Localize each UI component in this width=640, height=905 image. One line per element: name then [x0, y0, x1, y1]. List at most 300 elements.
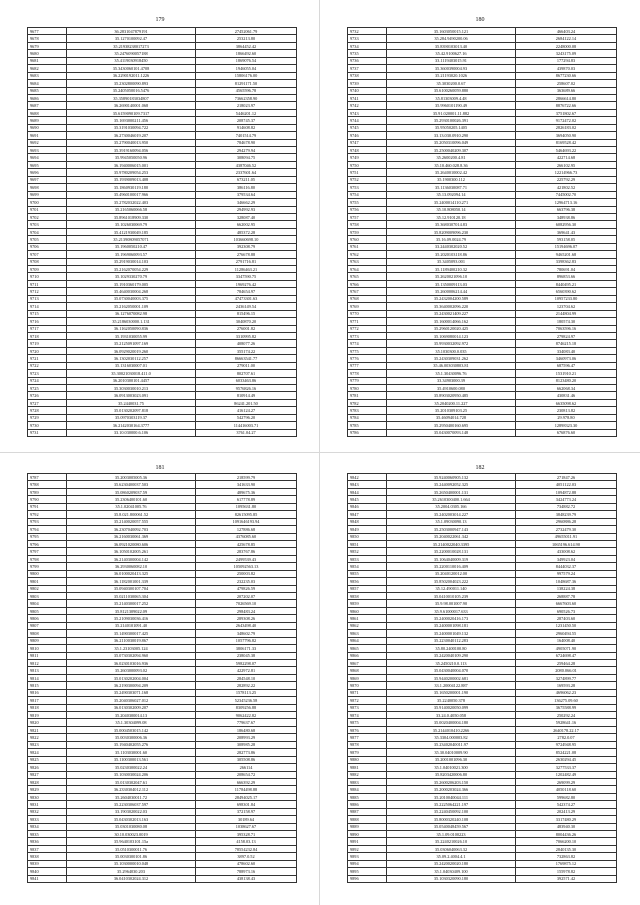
row-id-cell: 9725: [28, 385, 67, 392]
row-id-cell: 9841: [28, 875, 67, 882]
table-row: [348, 488, 617, 495]
row-id-cell: 9742: [348, 102, 387, 109]
row-id-cell: 9765: [348, 273, 387, 280]
row-id-cell: 9757: [348, 213, 387, 220]
row-id-cell: 9838: [28, 853, 67, 860]
table-row: [348, 853, 617, 860]
row-id-cell: 9681: [28, 57, 67, 64]
table-row: [28, 117, 297, 124]
row-id-cell: 9828: [28, 778, 67, 785]
amount-cell: 2960494.55: [516, 630, 617, 637]
amount-cell: 1578113.25: [196, 689, 297, 696]
table-row: [28, 199, 297, 206]
coordinate-cell: 36.2690140001.068: [67, 102, 196, 109]
table-row: [28, 273, 297, 280]
row-id-cell: 9688: [28, 109, 67, 116]
amount-cell: 1231450.50: [516, 622, 617, 629]
row-id-cell: 9729: [28, 414, 67, 421]
row-id-cell: 9786: [348, 429, 387, 436]
coordinate-cell: 35.81303009.4.48: [387, 94, 516, 101]
amount-cell: 489675.36: [196, 488, 297, 495]
amount-cell: 2080.066.01: [516, 667, 617, 674]
coordinate-cell: 35.8.021.800061.52: [67, 511, 196, 518]
row-id-cell: 9890: [348, 831, 387, 838]
table-row: [348, 823, 617, 830]
row-id-cell: 9868: [348, 667, 387, 674]
page-number: 181: [155, 465, 165, 471]
row-id-cell: 9761: [348, 243, 387, 250]
amount-cell: 788973.16: [196, 868, 297, 875]
table-row: [348, 667, 617, 674]
coordinate-cell: 30.10.030023.0019: [67, 831, 196, 838]
table-row: [348, 674, 617, 681]
coordinate-cell: 35.0230300022.24: [67, 764, 196, 771]
row-id-cell: 9708: [28, 258, 67, 265]
row-id-cell: 9888: [348, 816, 387, 823]
amount-cell: 676876.60: [516, 429, 617, 436]
row-id-cell: 9889: [348, 823, 387, 830]
amount-cell: 734882.72: [516, 503, 617, 510]
row-id-cell: 9885: [348, 793, 387, 800]
table-row: [28, 303, 297, 310]
coordinate-cell: 35.2930100026.391: [387, 117, 516, 124]
row-id-cell: 9712: [28, 288, 67, 295]
row-id-cell: 9804: [28, 600, 67, 607]
coordinate-cell: 36.2831047879191: [67, 28, 196, 35]
row-id-cell: 9697: [28, 176, 67, 183]
row-id-cell: 9818: [28, 704, 67, 711]
coordinate-cell: 35.0540048459.567: [387, 823, 516, 830]
row-id-cell: 9698: [28, 184, 67, 191]
row-id-cell: 9730: [28, 422, 67, 429]
table-row: [348, 392, 617, 399]
amount-cell: 6635098.62: [516, 399, 617, 406]
coordinate-cell: 35.2240450092.100: [387, 808, 516, 815]
coordinate-cell: 35.1270100092.47: [67, 35, 196, 42]
table-row: [28, 853, 297, 860]
table-row: [28, 87, 297, 94]
amount-cell: 49655011.91: [516, 533, 617, 540]
coordinate-cell: 35.1.04010021.300: [387, 764, 516, 771]
amount-cell: 28494025.17: [196, 793, 297, 800]
row-id-cell: 9738: [348, 72, 387, 79]
row-id-cell: 9848: [348, 518, 387, 525]
coordinate-cell: 36.0230103016.936: [67, 659, 196, 666]
coordinate-cell: 36.1940006015.001: [67, 161, 196, 168]
table-row: [28, 243, 297, 250]
row-id-cell: 9811: [28, 652, 67, 659]
amount-cell: 3675588.99: [516, 704, 617, 711]
amount-cell: 997579.24: [516, 570, 617, 577]
amount-cell: 6033463.86: [196, 377, 297, 384]
row-id-cell: 9733: [348, 35, 387, 42]
amount-cell: 346662.29: [196, 199, 297, 206]
amount-cell: 238045.38: [196, 652, 297, 659]
coordinate-cell: 35.12.910120.18: [387, 213, 516, 220]
coordinate-cell: 35.1026030069.79: [67, 221, 196, 228]
row-id-cell: 9783: [348, 407, 387, 414]
table-row: [28, 511, 297, 518]
coordinate-cell: 33.13.030.0910.290: [387, 132, 516, 139]
table-row: [28, 712, 297, 719]
amount-cell: 1091646193.94: [196, 518, 297, 525]
table-row: [348, 778, 617, 785]
table-row: [348, 295, 617, 302]
amount-cell: 422972.81: [196, 667, 297, 674]
amount-cell: 784654.97: [196, 288, 297, 295]
table-row: [28, 496, 297, 503]
coordinate-cell: 35.2440092052.325: [387, 481, 516, 488]
table-row: [28, 191, 297, 198]
row-id-cell: 9825: [28, 756, 67, 763]
amount-cell: 4376085.60: [196, 533, 297, 540]
row-id-cell: 9808: [28, 630, 67, 637]
table-row: [348, 251, 617, 258]
amount-cell: 2643498.40: [196, 622, 297, 629]
coordinate-cell: 35.9780209054.253: [67, 169, 196, 176]
table-row: [348, 868, 617, 875]
amount-cell: 283767.86: [196, 548, 297, 555]
table-row: [348, 481, 617, 488]
amount-cell: 9465201.68: [516, 251, 617, 258]
amount-cell: 3347590.75: [196, 273, 297, 280]
amount-cell: 266114: [196, 764, 297, 771]
table-row: [28, 697, 297, 704]
row-id-cell: 9726: [28, 392, 67, 399]
row-id-cell: 9693: [28, 147, 67, 154]
amount-cell: 439870.03: [516, 65, 617, 72]
row-id-cell: 9886: [348, 801, 387, 808]
table-row: [348, 816, 617, 823]
row-id-cell: 9720: [28, 347, 67, 354]
coordinate-cell: 35.12.490011.140: [387, 585, 516, 592]
row-id-cell: 9777: [348, 362, 387, 369]
coordinate-cell: 35.8502004023.222: [387, 578, 516, 585]
coordinate-cell: 35.2010309103.25: [387, 407, 516, 414]
coordinate-cell: 35.0510300011.76: [67, 845, 196, 852]
coordinate-cell: 35.8903020950.485: [387, 392, 516, 399]
row-id-cell: 9727: [28, 399, 67, 406]
row-id-cell: 9740: [348, 87, 387, 94]
amount-cell: 47473301.63: [196, 295, 297, 302]
coordinate-cell: 35.95050205.1405: [387, 124, 516, 131]
table-row: [28, 318, 297, 325]
table-row: [348, 355, 617, 362]
row-id-cell: 9690: [28, 124, 67, 131]
row-id-cell: 9853: [348, 555, 387, 562]
row-id-cell: 9700: [28, 199, 67, 206]
amount-cell: 12214966.73: [516, 169, 617, 176]
row-id-cell: 9823: [28, 741, 67, 748]
amount-cell: 2840135.30: [516, 845, 617, 852]
row-id-cell: 9835: [28, 831, 67, 838]
amount-cell: 9724948.95: [516, 741, 617, 748]
amount-cell: 2337601.64: [196, 169, 297, 176]
row-id-cell: 9794: [28, 526, 67, 533]
table-row: [28, 176, 297, 183]
coordinate-cell: 35.2225064221.197: [387, 801, 516, 808]
table-row: [28, 332, 297, 339]
coordinate-cell: 36.1182001001.339: [67, 578, 196, 585]
row-id-cell: 9845: [348, 496, 387, 503]
table-row: [28, 42, 297, 49]
row-id-cell: 9687: [28, 102, 67, 109]
coordinate-cell: 35.3600390004.93: [387, 65, 516, 72]
amount-cell: 4050118.60: [516, 786, 617, 793]
table-row: [28, 288, 297, 295]
coordinate-cell: 35.0430070093.148: [387, 429, 516, 436]
table-row: [28, 57, 297, 64]
amount-cell: 2640178.22.17: [516, 726, 617, 733]
amount-cell: 662068.34: [516, 385, 617, 392]
amount-cell: 4051122.03: [516, 481, 617, 488]
coordinate-cell: 35.0030300006.36: [67, 734, 196, 741]
table-row: [348, 637, 617, 644]
table-row: [348, 370, 617, 377]
amount-cell: 914608.82: [196, 124, 297, 131]
coordinate-cell: 35.2964030.203: [67, 868, 196, 875]
table-row: [348, 540, 617, 547]
coordinate-cell: 35.2430021409.227: [387, 310, 516, 317]
coordinate-cell: 35.9140020050.099: [387, 704, 516, 711]
row-id-cell: 9824: [28, 749, 67, 756]
coordinate-cell: 35.1600014066.162: [387, 318, 516, 325]
coordinate-cell: 36.0130302009.207: [67, 704, 196, 711]
row-id-cell: 9768: [348, 295, 387, 302]
table-row: [28, 213, 297, 220]
table-row: [348, 288, 617, 295]
ledger-table: [27, 27, 297, 437]
coordinate-cell: 35.2186030000.1.131: [67, 318, 196, 325]
page-number: 179: [155, 17, 165, 23]
amount-cell: 164008.40: [516, 637, 617, 644]
table-row: [28, 801, 297, 808]
row-id-cell: 9846: [348, 503, 387, 510]
row-id-cell: 9883: [348, 778, 387, 785]
table-row: [28, 816, 297, 823]
table-row: [28, 778, 297, 785]
coordinate-cell: 33.1119403015.91: [387, 57, 516, 64]
row-id-cell: 9862: [348, 622, 387, 629]
table-row: [348, 555, 617, 562]
amount-cell: 86663541.77: [196, 355, 297, 362]
amount-cell: 8677230.66: [516, 72, 617, 79]
table-row: [348, 838, 617, 845]
row-id-cell: 9833: [28, 816, 67, 823]
amount-cell: 208993.29: [196, 734, 297, 741]
table-row: [28, 615, 297, 622]
row-id-cell: 9790: [28, 496, 67, 503]
table-row: [348, 399, 617, 406]
coordinate-cell: 35.9.61000017.633: [387, 607, 516, 614]
table-row: [28, 630, 297, 637]
table-row: [348, 94, 617, 101]
amount-cell: 5928641.16: [516, 719, 617, 726]
table-row: [28, 593, 297, 600]
amount-cell: 279011.00: [196, 362, 297, 369]
row-id-cell: 9678: [28, 35, 67, 42]
table-row: [348, 318, 617, 325]
row-id-cell: 9867: [348, 659, 387, 666]
table-row: [28, 875, 297, 882]
amount-cell: 542374.27: [516, 801, 617, 808]
table-row: [348, 689, 617, 696]
row-id-cell: 9797: [28, 548, 67, 555]
amount-cell: 372158.97: [196, 808, 297, 815]
table-row: [348, 652, 617, 659]
table-row: [28, 184, 297, 191]
amount-cell: 328087.40: [196, 213, 297, 220]
amount-cell: 438138.43: [196, 875, 297, 882]
amount-cell: 379534.64: [196, 191, 297, 198]
coordinate-cell: 35.2302800090.893: [67, 80, 196, 87]
amount-cell: 690526.73: [516, 607, 617, 614]
row-id-cell: 9748: [348, 147, 387, 154]
coordinate-cell: 33.2440302020.52: [387, 243, 516, 250]
row-id-cell: 9762: [348, 251, 387, 258]
table-row: [28, 659, 297, 666]
amount-cell: 425678.85: [196, 540, 297, 547]
table-row: [28, 674, 297, 681]
amount-cell: 6724698.47: [516, 652, 617, 659]
row-id-cell: 9686: [28, 94, 67, 101]
coordinate-cell: 35.1490300017.425: [67, 630, 196, 637]
coordinate-cell: 36.2142030164.3777: [67, 422, 196, 429]
coordinate-cell: 36.1302030112.257: [67, 355, 196, 362]
table-row: [28, 236, 297, 243]
coordinate-cell: 36.0100020413.325: [67, 570, 196, 577]
amount-cell: 1057796.82: [196, 637, 297, 644]
row-id-cell: 9873: [348, 704, 387, 711]
amount-cell: 7026569.10: [196, 600, 297, 607]
table-row: [348, 124, 617, 131]
coordinate-cell: 36.0913003023.091: [67, 392, 196, 399]
coordinate-cell: 35.1.23103005.124: [67, 645, 196, 652]
amount-cell: 8004436.26: [516, 831, 617, 838]
amount-cell: 276678.88: [196, 251, 297, 258]
amount-cell: 416124.27: [196, 407, 297, 414]
table-row: [348, 548, 617, 555]
row-id-cell: 9874: [348, 712, 387, 719]
amount-cell: 369641.43: [516, 228, 617, 235]
coordinate-cell: 35.46.003030803.81: [387, 362, 516, 369]
coordinate-cell: 35.1103030001.60: [67, 749, 196, 756]
row-id-cell: 9763: [348, 258, 387, 265]
table-row: [28, 831, 297, 838]
amount-cell: 12898323.30: [516, 422, 617, 429]
coordinate-cell: 35.2476090057188: [67, 50, 196, 57]
amount-cell: 2782.0.07: [516, 734, 617, 741]
amount-cell: 138224.38: [516, 585, 617, 592]
table-row: [28, 756, 297, 763]
amount-cell: 30189.64: [196, 816, 297, 823]
row-id-cell: 9713: [28, 295, 67, 302]
row-id-cell: 9858: [348, 593, 387, 600]
row-id-cell: 9842: [348, 474, 387, 481]
coordinate-cell: 35.0860209037.59: [67, 488, 196, 495]
coordinate-cell: 35.2790040013.950: [67, 139, 196, 146]
table-row: [348, 801, 617, 808]
row-id-cell: 9815: [28, 682, 67, 689]
amount-cell: 86241.201.50: [196, 399, 297, 406]
table-row: [348, 385, 617, 392]
table-row: [28, 652, 297, 659]
coordinate-cell: 35.1.30304099.08: [67, 719, 196, 726]
amount-cell: 208654.72: [196, 771, 297, 778]
amount-cell: 3243175.09: [516, 50, 617, 57]
row-id-cell: 9682: [28, 65, 67, 72]
table-row: [348, 600, 617, 607]
table-row: [28, 808, 297, 815]
amount-cell: 282773.86: [196, 749, 297, 756]
coordinate-cell: 35.23402040011.97: [387, 741, 516, 748]
coordinate-cell: 35.2240050.378: [387, 697, 516, 704]
coordinate-cell: 35.0410010105.239: [387, 593, 516, 600]
row-id-cell: 9780: [348, 385, 387, 392]
row-id-cell: 9863: [348, 630, 387, 637]
coordinate-cell: 35.2140101091.40: [67, 622, 196, 629]
row-id-cell: 9752: [348, 176, 387, 183]
table-row: [28, 622, 297, 629]
table-row: [28, 407, 297, 414]
coordinate-cell: 35.1.04030409.100: [387, 868, 516, 875]
row-id-cell: 9855: [348, 570, 387, 577]
row-id-cell: 9832: [28, 808, 67, 815]
coordinate-cell: 36.2330304012.112: [67, 786, 196, 793]
row-id-cell: 9706: [28, 243, 67, 250]
row-id-cell: 9736: [348, 57, 387, 64]
coordinate-cell: 35.9440200002.681: [387, 674, 516, 681]
coordinate-cell: 35.2040306027.012: [67, 697, 196, 704]
coordinate-cell: 35.0020400004.180: [387, 719, 516, 726]
table-row: [28, 607, 297, 614]
table-row: [28, 340, 297, 347]
row-id-cell: 9782: [348, 399, 387, 406]
amount-cell: 784678.90: [196, 139, 297, 146]
row-id-cell: 9859: [348, 600, 387, 607]
coordinate-cell: 35.3430060101.4708: [67, 65, 196, 72]
table-row: [348, 845, 617, 852]
coordinate-cell: 35.21938238017273: [67, 42, 196, 49]
amount-cell: 105092563.13: [196, 563, 297, 570]
row-id-cell: 9701: [28, 206, 67, 213]
amount-cell: 271847.26: [516, 474, 617, 481]
row-id-cell: 9831: [28, 801, 67, 808]
table-row: [28, 555, 297, 562]
amount-cell: 4696062.23: [516, 689, 617, 696]
row-id-cell: 9775: [348, 347, 387, 354]
amount-cell: 10957233.80: [516, 295, 617, 302]
coordinate-cell: 35.2140020057.555: [67, 518, 196, 525]
amount-cell: 479826.59: [196, 585, 297, 592]
row-id-cell: 9880: [348, 756, 387, 763]
table-row: [348, 645, 617, 652]
amount-cell: 1094872.88: [516, 488, 617, 495]
coordinate-cell: 35.2450210.0.113: [387, 659, 516, 666]
amount-cell: 52345236.58: [196, 697, 297, 704]
coordinate-cell: 35.3919160094.056: [67, 147, 196, 154]
row-id-cell: 9679: [28, 42, 67, 49]
table-row: [348, 734, 617, 741]
coordinate-cell: 33.10.030000.6.106: [67, 429, 196, 436]
coordinate-cell: 36.0929020019.260: [67, 347, 196, 354]
row-id-cell: 9870: [348, 682, 387, 689]
table-row: [348, 221, 617, 228]
table-row: [348, 697, 617, 704]
amount-cell: 136275.09.60: [516, 697, 617, 704]
amount-cell: 279824.97: [516, 332, 617, 339]
page-181: [0, 452, 320, 904]
